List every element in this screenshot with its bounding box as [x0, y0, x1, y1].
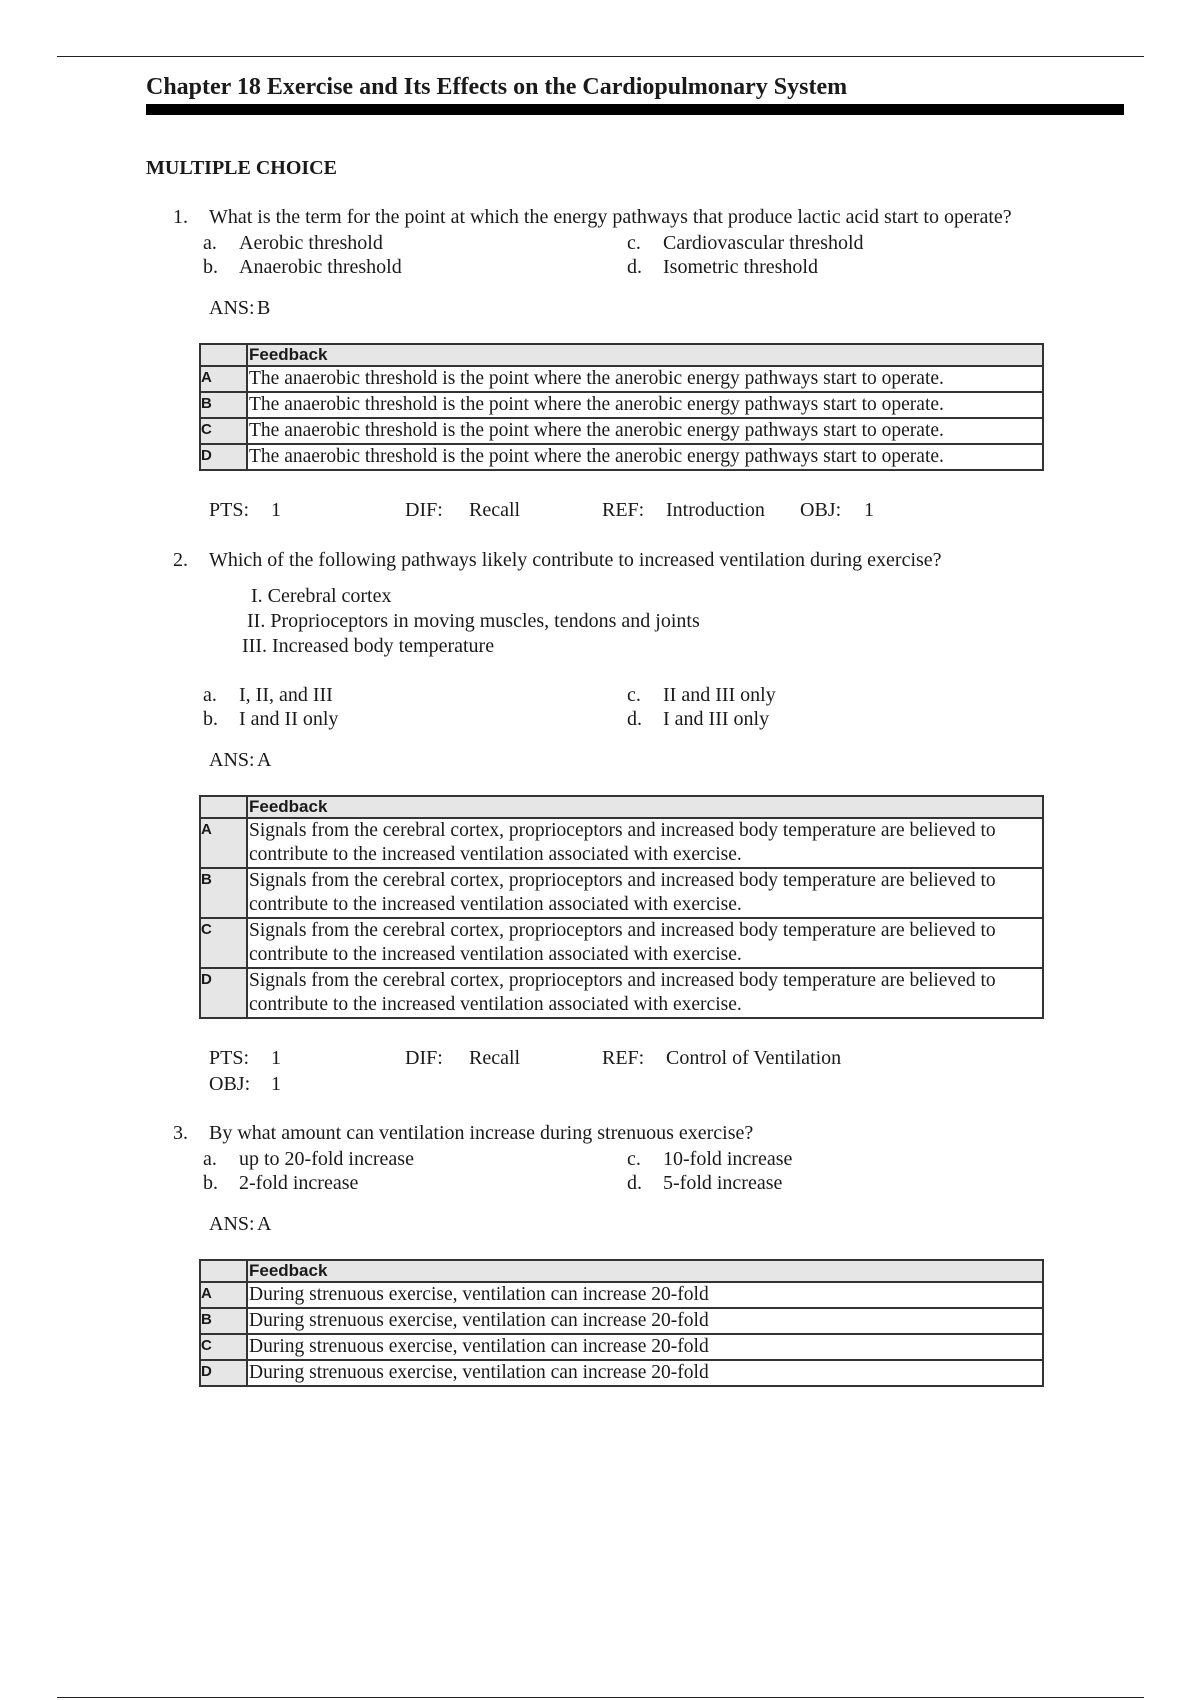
- text-value: DIF:: [405, 499, 443, 521]
- text-value: REF:: [602, 499, 645, 521]
- question-meta: [146, 1045, 1126, 1071]
- answer-line: [146, 749, 1126, 772]
- choice-d: [627, 1171, 782, 1195]
- text-value: ANS:: [209, 749, 255, 771]
- text-value: b.: [203, 256, 218, 278]
- text-value: A: [200, 1282, 247, 1308]
- feedback-table: [199, 343, 1044, 471]
- question-meta: [146, 497, 1126, 523]
- text-value: B: [200, 868, 247, 918]
- dif-value: Recall: [469, 1047, 521, 1069]
- text-value: REF:: [602, 1047, 645, 1069]
- obj-value: 1: [271, 1073, 281, 1095]
- text-value: 5-fold increase: [663, 1172, 783, 1194]
- choice-c: [627, 683, 776, 707]
- title-underline-bar: [146, 104, 1124, 115]
- pts-value: 1: [271, 1047, 281, 1069]
- text-value: I and II only: [239, 708, 339, 730]
- question-number: 3.: [173, 1122, 188, 1144]
- text-value: During strenuous exercise, ventilation can increase 20-fold: [247, 1334, 1043, 1360]
- question-text: [146, 205, 1126, 229]
- feedback-row: [200, 418, 1043, 444]
- text-value: A: [200, 818, 247, 868]
- choice-b: [203, 1171, 358, 1195]
- answer-value: A: [257, 749, 272, 771]
- text-value: Aerobic threshold: [239, 232, 383, 254]
- text-value: b.: [203, 1172, 218, 1194]
- feedback-row: [200, 1282, 1043, 1308]
- text-value: OBJ:: [800, 499, 842, 521]
- text-value: PTS:: [209, 1047, 250, 1069]
- text-value: Cardiovascular threshold: [663, 232, 864, 254]
- text-value: DIF:: [405, 1047, 443, 1069]
- text-value: D: [200, 444, 247, 470]
- text-value: The anaerobic threshold is the point where the anerobic energy pathways start to operate.: [247, 418, 1043, 444]
- text-value: During strenuous exercise, ventilation can increase 20-fold: [247, 1282, 1043, 1308]
- text-value: d.: [627, 708, 642, 730]
- choice-b: [203, 707, 338, 731]
- question-number: 2.: [173, 549, 188, 571]
- question-stem: By what amount can ventilation increase during strenuous exercise?: [209, 1122, 754, 1144]
- feedback-header: Feedback: [247, 344, 1043, 366]
- question-stem: What is the term for the point at which the energy pathways that produce lactic acid start to operate?: [209, 206, 1012, 228]
- answer-line: [146, 1213, 1126, 1236]
- roman-item: [146, 634, 1126, 659]
- feedback-key-header: [200, 796, 247, 818]
- text-value: a.: [203, 232, 217, 254]
- text-value: a.: [203, 1148, 217, 1170]
- text-value: B: [200, 1308, 247, 1334]
- text-value: Signals from the cerebral cortex, proprioceptors and increased body temperature are believed to contribute to the increased ventilation associated with exercise.: [247, 918, 1043, 968]
- text-value: ANS:: [209, 1213, 255, 1235]
- feedback-row: [200, 392, 1043, 418]
- text-value: Signals from the cerebral cortex, proprioceptors and increased body temperature are believed to contribute to the increased ventilation associated with exercise.: [247, 868, 1043, 918]
- text-value: c.: [627, 232, 641, 254]
- top-rule: [57, 56, 1144, 57]
- text-value: c.: [627, 684, 641, 706]
- feedback-key-header: [200, 1260, 247, 1282]
- roman-list: [146, 584, 1126, 659]
- feedback-row: [200, 366, 1043, 392]
- text-value: The anaerobic threshold is the point where the anerobic energy pathways start to operate.: [247, 366, 1043, 392]
- choice-c: [627, 1147, 792, 1171]
- choice-b: [203, 255, 402, 279]
- text-value: Isometric threshold: [663, 256, 818, 278]
- question-meta-obj: [146, 1071, 1126, 1097]
- text-value: C: [200, 918, 247, 968]
- bottom-rule: [57, 1697, 1144, 1698]
- text-value: c.: [627, 1148, 641, 1170]
- text-value: D: [200, 1360, 247, 1386]
- text-value: Anaerobic threshold: [239, 256, 402, 278]
- question-3: [146, 1121, 1126, 1387]
- obj-value: 1: [864, 499, 874, 521]
- question-stem: Which of the following pathways likely contribute to increased ventilation during exercise?: [209, 549, 942, 571]
- text-value: d.: [627, 1172, 642, 1194]
- question-text: [146, 1121, 1126, 1145]
- choice-list: [146, 683, 1126, 731]
- feedback-header: Feedback: [247, 1260, 1043, 1282]
- feedback-row: [200, 818, 1043, 868]
- feedback-header: Feedback: [247, 796, 1043, 818]
- feedback-table: [199, 795, 1044, 1019]
- choice-a: [203, 1147, 414, 1171]
- text-value: Signals from the cerebral cortex, proprioceptors and increased body temperature are believed to contribute to the increased ventilation associated with exercise.: [247, 818, 1043, 868]
- section-heading: MULTIPLE CHOICE: [146, 157, 337, 179]
- choice-c: [627, 231, 864, 255]
- text-value: During strenuous exercise, ventilation can increase 20-fold: [247, 1308, 1043, 1334]
- text-value: I and III only: [663, 708, 770, 730]
- chapter-title: Chapter 18 Exercise and Its Effects on the Cardiopulmonary System: [146, 74, 848, 100]
- text-value: OBJ:: [209, 1073, 251, 1095]
- answer-line: [146, 297, 1126, 320]
- choice-a: [203, 231, 383, 255]
- feedback-row: [200, 1360, 1043, 1386]
- text-value: I, II, and III: [239, 684, 333, 706]
- feedback-row: [200, 868, 1043, 918]
- text-value: During strenuous exercise, ventilation can increase 20-fold: [247, 1360, 1043, 1386]
- text-value: D: [200, 968, 247, 1018]
- text-value: The anaerobic threshold is the point where the anerobic energy pathways start to operate.: [247, 392, 1043, 418]
- text-value: up to 20-fold increase: [239, 1148, 414, 1170]
- text-value: a.: [203, 684, 217, 706]
- ref-value: Control of Ventilation: [666, 1047, 842, 1069]
- text-value: III. Increased body temperature: [242, 635, 495, 657]
- text-value: 10-fold increase: [663, 1148, 793, 1170]
- text-value: Signals from the cerebral cortex, proprioceptors and increased body temperature are believed to contribute to the increased ventilation associated with exercise.: [247, 968, 1043, 1018]
- text-value: PTS:: [209, 499, 250, 521]
- document-page: [146, 72, 1126, 1387]
- text-value: B: [200, 392, 247, 418]
- text-value: The anaerobic threshold is the point where the anerobic energy pathways start to operate.: [247, 444, 1043, 470]
- text-value: ANS:: [209, 297, 255, 319]
- text-value: II and III only: [663, 684, 776, 706]
- text-value: A: [200, 366, 247, 392]
- roman-item: [146, 584, 1126, 609]
- feedback-row: [200, 1308, 1043, 1334]
- roman-item: [146, 609, 1126, 634]
- dif-value: Recall: [469, 499, 521, 521]
- choice-a: [203, 683, 333, 707]
- feedback-row: [200, 968, 1043, 1018]
- answer-value: B: [257, 297, 271, 319]
- choice-d: [627, 707, 769, 731]
- feedback-row: [200, 1334, 1043, 1360]
- text-value: C: [200, 418, 247, 444]
- text-value: C: [200, 1334, 247, 1360]
- ref-value: Introduction: [666, 499, 765, 521]
- choice-list: [146, 231, 1126, 279]
- question-1: [146, 205, 1126, 523]
- text-value: b.: [203, 708, 218, 730]
- question-text: [146, 548, 1126, 572]
- text-value: II. Proprioceptors in moving muscles, tendons and joints: [247, 610, 700, 632]
- feedback-row: [200, 444, 1043, 470]
- question-2: [146, 548, 1126, 1097]
- choice-list: [146, 1147, 1126, 1195]
- question-number: 1.: [173, 206, 188, 228]
- pts-value: 1: [271, 499, 281, 521]
- feedback-row: [200, 918, 1043, 968]
- feedback-table: [199, 1259, 1044, 1387]
- choice-d: [627, 255, 818, 279]
- answer-value: A: [257, 1213, 272, 1235]
- text-value: 2-fold increase: [239, 1172, 359, 1194]
- text-value: I. Cerebral cortex: [251, 585, 392, 607]
- text-value: d.: [627, 256, 642, 278]
- feedback-key-header: [200, 344, 247, 366]
